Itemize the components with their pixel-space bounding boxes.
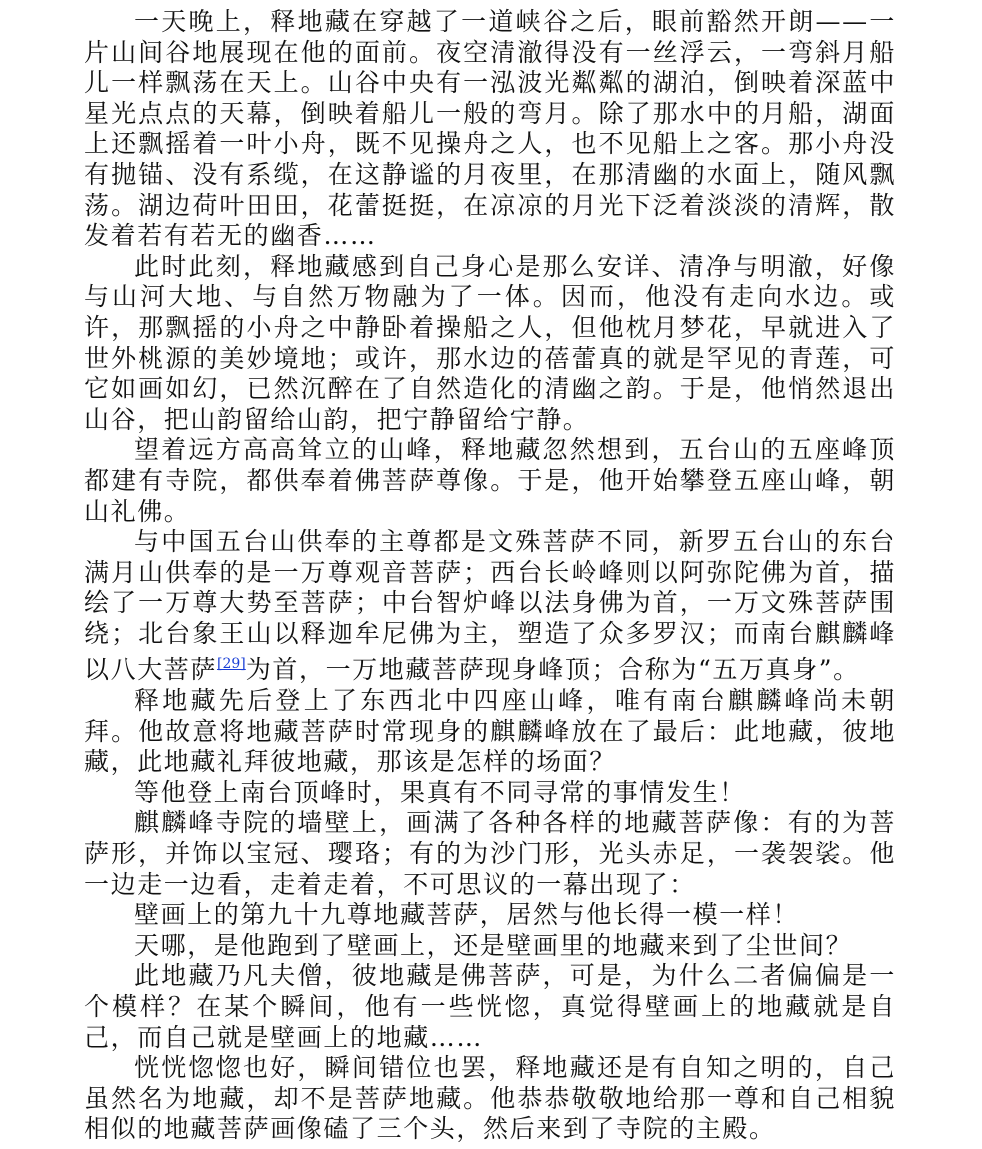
- paragraph-3: 望着远方高高耸立的山峰，释地藏忽然想到，五台山的五座峰顶都建有寺院，都供奉着佛菩萨尊像。于是，他开始攀登五座山峰，朝山礼佛。: [84, 435, 896, 526]
- paragraph-7: 麒麟峰寺院的墙壁上，画满了各种各样的地藏菩萨像：有的为菩萨形，并饰以宝冠、璎珞；有的为沙门形，光头赤足，一袭袈裟。他一边走一边看，走着走着，不可思议的一幕出现了：: [84, 808, 896, 899]
- paragraph-5: 释地藏先后登上了东西北中四座山峰，唯有南台麒麟峰尚未朝拜。他故意将地藏菩萨时常现身的麒麟峰放在了最后：此地藏，彼地藏，此地藏礼拜彼地藏，那该是怎样的场面？: [84, 686, 896, 777]
- paragraph-11: 恍恍惚惚也好，瞬间错位也罢，释地藏还是有自知之明的，自己虽然名为地藏，却不是菩萨地藏。他恭恭敬敬地给那一尊和自己相貌相似的地藏菩萨画像磕了三个头，然后来到了寺院的主殿。: [84, 1053, 896, 1144]
- paragraph-8: 壁画上的第九十九尊地藏菩萨，居然与他长得一模一样！: [134, 900, 800, 930]
- footnote-link[interactable]: [29]: [217, 656, 246, 673]
- paragraph-9: 天哪，是他跑到了壁画上，还是壁画里的地藏来到了尘世间？: [134, 930, 853, 960]
- paragraph-1: 一天晚上，释地藏在穿越了一道峡谷之后，眼前豁然开朗——一片山间谷地展现在他的面前。夜空清澈得没有一丝浮云，一弯斜月船儿一样飘荡在天上。山谷中央有一泓波光粼粼的湖泊，倒映着深蓝中星光点点的天幕，倒映着船儿一般的弯月。除了那水中的月船，湖面上还飘摇着一叶小舟，既不见操舟之人，也不见船上之客。那小舟没有抛锚、没有系缆，在这静谧的月夜里，在那清幽的水面上，随风飘荡。湖边荷叶田田，花蕾挺挺，在凉凉的月光下泛着淡淡的清辉，散发着若有若无的幽香……: [84, 7, 896, 251]
- paragraph-2: 此时此刻，释地藏感到自己身心是那么安详、清净与明澈，好像与山河大地、与自然万物融为了一体。因而，他没有走向水边。或许，那飘摇的小舟之中静卧着操船之人，但他枕月梦花，早就进入了世外桃源的美妙境地；或许，那水边的蓓蕾真的就是罕见的青莲，可它如画如幻，已然沉醉在了自然造化的清幽之韵。于是，他悄然退出山谷，把山韵留给山韵，把宁静留给宁静。: [84, 251, 896, 434]
- paragraph-4-text-before: 与中国五台山供奉的主尊都是文殊菩萨不同，新罗五台山的东台满月山供奉的是一万尊观音菩萨；西台长岭峰则以阿弥陀佛为首，描绘了一万尊大势至菩萨；中台智炉峰以法身佛为首，一万文殊菩萨围绕；北台象王山以释迦牟尼佛为主，塑造了众多罗汉；而南台麒麟峰以八大菩萨: [84, 527, 896, 685]
- paragraph-10: 此地藏乃凡夫僧，彼地藏是佛菩萨，可是，为什么二者偏偏是一个模样？在某个瞬间，他有一些恍惚，真觉得壁画上的地藏就是自己，而自己就是壁画上的地藏……: [84, 961, 896, 1052]
- paragraph-4: [84, 527, 896, 686]
- document-page: [84, 7, 896, 1145]
- paragraph-4-text-after: 为首，一万地藏菩萨现身峰顶；合称为“五万真身”。: [245, 655, 860, 685]
- paragraph-6: 等他登上南台顶峰时，果真有不同寻常的事情发生！: [134, 777, 746, 807]
